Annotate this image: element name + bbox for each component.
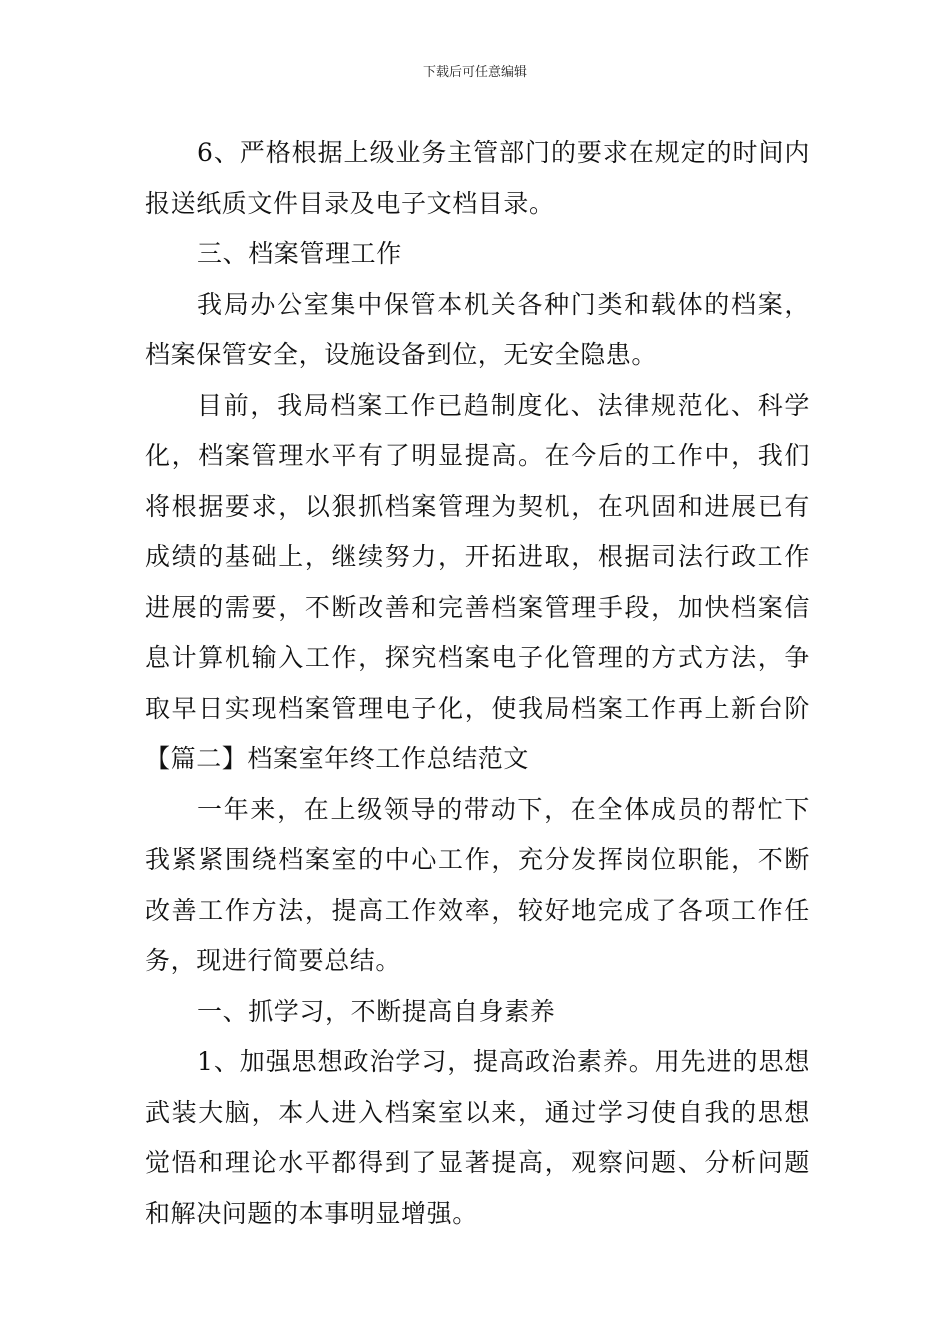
text-line: 我紧紧围绕档案室的中心工作，充分发挥岗位职能，不断	[145, 845, 810, 874]
paragraph-year-summary	[145, 785, 810, 987]
text-line: 觉悟和理论水平都得到了显著提高，观察问题、分析问题	[145, 1148, 810, 1177]
text-line: 息计算机输入工作，探究档案电子化管理的方式方法，争	[145, 643, 810, 672]
text-line: 三、档案管理工作	[197, 239, 402, 268]
paragraph-current-status	[145, 381, 810, 735]
paragraph-archive-storage	[145, 280, 810, 381]
text-line: 档案保管安全，设施设备到位，无安全隐患。	[145, 340, 658, 369]
paragraph-political-study	[145, 1037, 810, 1239]
page-header-note: 下载后可任意编辑	[422, 65, 527, 80]
text-line: 取早日实现档案管理电子化，使我局档案工作再上新台阶	[145, 693, 810, 723]
text-line: 和解决问题的本事明显增强。	[145, 1198, 478, 1228]
paragraph-item-6	[145, 128, 810, 229]
text-line: 我局办公室集中保管本机关各种门类和载体的档案，	[197, 289, 810, 319]
text-line: 务，现进行简要总结。	[145, 946, 402, 975]
text-line: 武装大脑，本人进入档案室以来，通过学习使自我的思想	[145, 1097, 810, 1127]
document-body	[145, 128, 810, 1239]
text-line: 化，档案管理水平有了明显提高。在今后的工作中，我们	[145, 441, 810, 470]
text-line: 进展的需要，不断改善和完善档案管理手段，加快档案信	[145, 592, 810, 622]
text-line: 【篇二】档案室年终工作总结范文	[145, 744, 530, 773]
section-title-part-two	[145, 734, 810, 785]
text-line: 一年来，在上级领导的带动下，在全体成员的帮忙下	[197, 794, 810, 824]
text-line: 目前，我局档案工作已趋制度化、法律规范化、科学	[197, 390, 810, 420]
section-heading-archive-management	[145, 229, 810, 280]
text-line: 报送纸质文件目录及电子文档目录。	[145, 188, 555, 218]
section-heading-study	[145, 987, 810, 1038]
text-line: 改善工作方法，提高工作效率，较好地完成了各项工作任	[145, 895, 810, 925]
text-line: 成绩的基础上，继续努力，开拓进取，根据司法行政工作	[145, 542, 810, 571]
text-line: 6、严格根据上级业务主管部门的要求在规定的时间内	[197, 138, 810, 167]
text-line: 将根据要求，以狠抓档案管理为契机，在巩固和进展已有	[145, 491, 810, 521]
text-line: 一、抓学习，不断提高自身素养	[197, 996, 556, 1026]
text-line: 1、加强思想政治学习，提高政治素养。用先进的思想	[197, 1047, 810, 1076]
